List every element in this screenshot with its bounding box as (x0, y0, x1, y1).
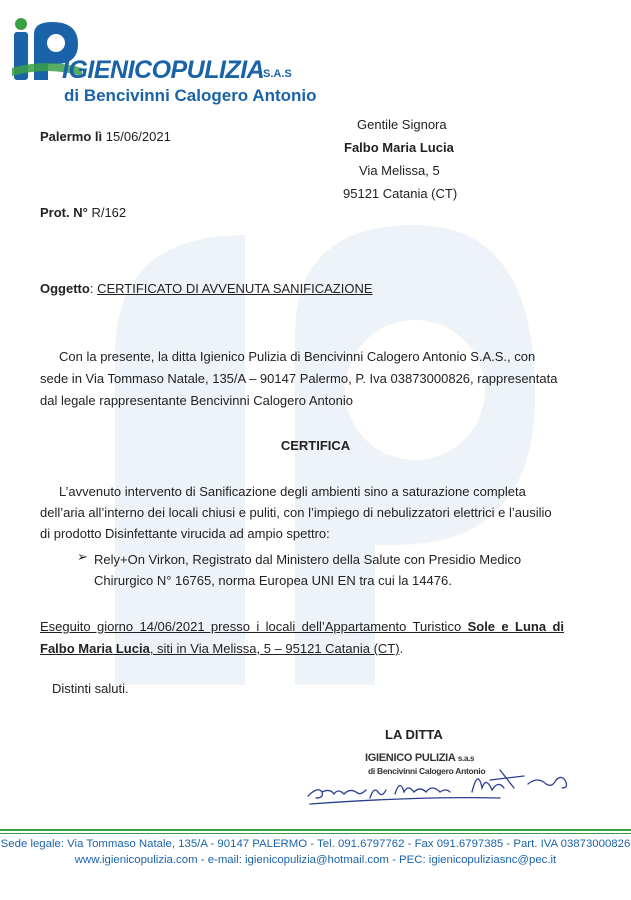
company-name: IGIENICOPULIZIA (62, 56, 265, 84)
place-date (40, 129, 171, 145)
service-line: dell’aria all’interno dei locali chiusi e puliti, con l’impiego di nebulizzatori elettrici e l’ausilio (40, 505, 552, 520)
certifica-heading: CERTIFICA (280, 438, 351, 453)
footer-address: Sede legale: Via Tommaso Natale, 135/A - 90147 PALERMO - Tel. 091.6797762 - Fax 091.6797385 - Part. IVA 03873000826 (0, 838, 631, 850)
recipient-street: Via Melissa, 5 (359, 163, 440, 178)
company-form: S.A.S (263, 68, 292, 80)
place-date-label: Palermo lì (40, 129, 103, 144)
footer-contacts: www.igienicopulizia.com - e-mail: igienicopulizia@hotmail.com - PEC: igienicopuliziasnc@pec.it (74, 854, 557, 866)
prot-number: R/162 (91, 205, 127, 220)
owner-name: Falbo Maria Lucia (40, 641, 150, 656)
product-line: Rely+On Virkon, Registrato dal Ministero della Salute con Presidio Medico (94, 552, 522, 567)
intro-line: Con la presente, la ditta Igienico Pulizia di Bencivinni Calogero Antonio S.A.S., con (59, 349, 536, 364)
execution-address: , siti in Via Melissa, 5 – 95121 Catania (CT) (149, 641, 400, 656)
stamp-sub: di Bencivinni Calogero Antonio (368, 766, 486, 776)
execution-end: . (399, 641, 404, 656)
subject-label: Oggetto (40, 281, 90, 296)
la-ditta: LA DITTA (385, 727, 443, 742)
subject: Oggetto: CERTIFICATO DI AVVENUTA SANIFICAZIONE (40, 281, 373, 296)
prot-label: Prot. N° (40, 205, 88, 220)
service-paragraph (40, 481, 564, 544)
subject-text: CERTIFICATO DI AVVENUTA SANIFICAZIONE (97, 281, 373, 296)
execution-line-1 (40, 616, 564, 638)
recipient-salutation: Gentile Signora (357, 117, 447, 132)
recipient-name: Falbo Maria Lucia (344, 140, 454, 155)
footer-rule-thin (0, 833, 631, 834)
intro-paragraph (40, 346, 564, 412)
product-line: Chirurgico N° 16765, norma Europea UNI EN tra cui la 14476. (94, 573, 452, 588)
execution-statement (40, 616, 564, 660)
product-bullet (94, 549, 564, 591)
intro-line: dal legale rappresentante Bencivinni Calogero Antonio (40, 393, 353, 408)
protocol (40, 205, 126, 221)
execution-text: Eseguito giorno 14/06/2021 presso i locali dell’Appartamento Turistico (40, 619, 462, 634)
apartment-name: Sole e Luna di (467, 619, 565, 634)
service-line: di prodotto Disinfettante virucida ad ampio spettro: (40, 526, 330, 541)
recipient-city: 95121 Catania (CT) (343, 186, 458, 201)
handwritten-signature (300, 758, 590, 808)
footer-rule (0, 829, 631, 831)
intro-line: sede in Via Tommaso Natale, 135/A – 90147 Palermo, P. Iva 03873000826, rappresentata (40, 371, 558, 386)
closing: Distinti saluti. (52, 681, 129, 696)
company-owner: di Bencivinni Calogero Antonio (64, 86, 317, 105)
execution-line-2 (40, 638, 564, 660)
bullet-arrow: ➢ (77, 549, 88, 564)
service-line: L’avvenuto intervento di Sanificazione degli ambienti sino a saturazione completa (59, 484, 526, 499)
stamp-name: IGIENICO PULIZIA s.a.s (365, 752, 475, 764)
letter-date: 15/06/2021 (105, 129, 171, 144)
